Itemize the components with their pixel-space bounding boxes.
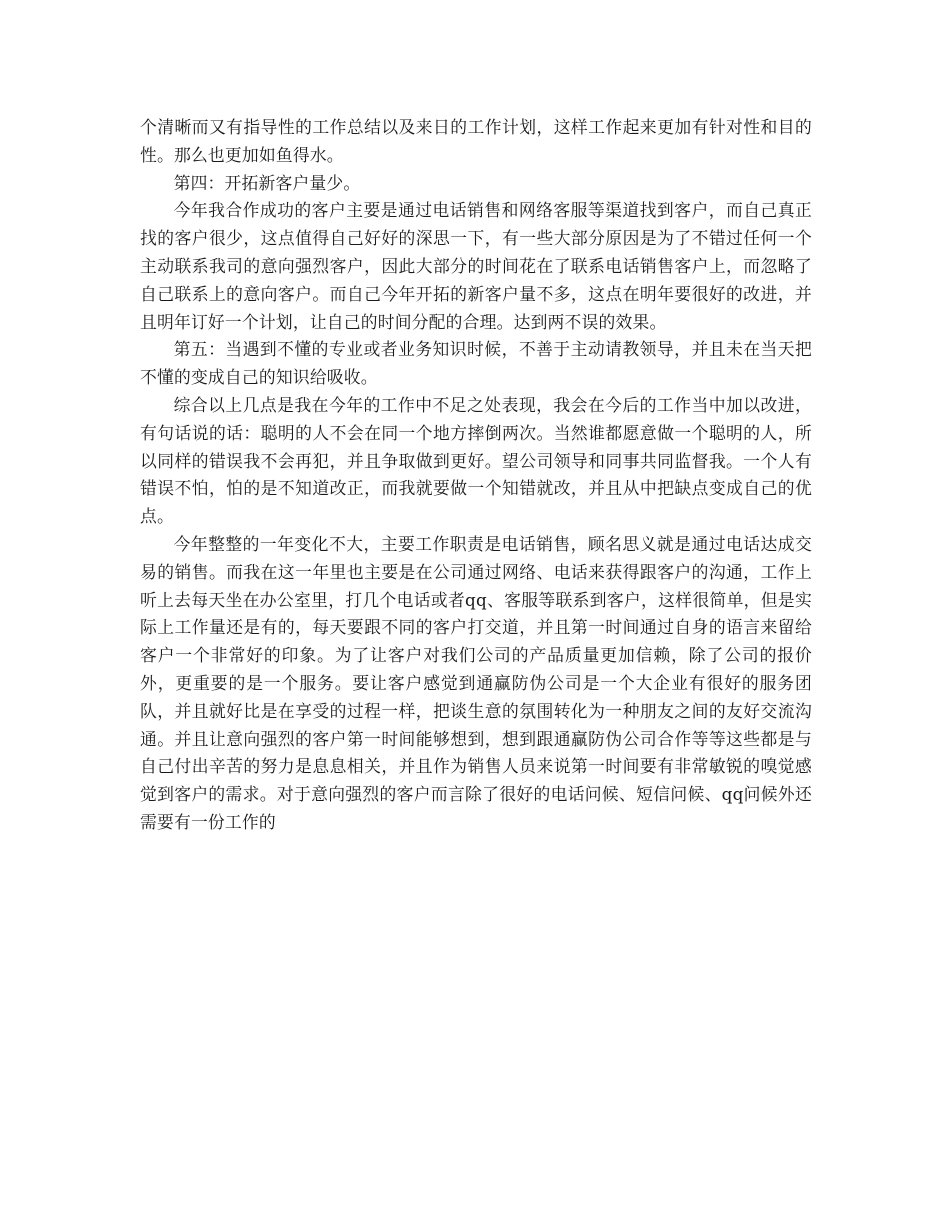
- paragraph-6: 今年整整的一年变化不大，主要工作职责是电话销售，顾名思义就是通过电话达成交易的销售。而我在这一年里也主要是在公司通过网络、电话来获得跟客户的沟通，工作上听上去每天坐在办公室里，打几个电话或者qq、客服等联系到客户，这样很简单，但是实际上工作量还是有的，每天要跟不同的客户打交道，并且第一时间通过自身的语言来留给客户一个非常好的印象。为了让客户对我们公司的产品质量更加信赖，除了公司的报价外，更重要的是一个服务。要让客户感觉到通赢防伪公司是一个大企业有很好的服务团队，并且就好比是在享受的过程一样，把谈生意的氛围转化为一种朋友之间的友好交流沟通。并且让意向强烈的客户第一时间能够想到，想到跟通赢防伪公司合作等等这些都是与自己付出辛苦的努力是息息相关，并且作为销售人员来说第一时间要有非常敏锐的嗅觉感觉到客户的需求。对于意向强烈的客户而言除了很好的电话问候、短信问候、qq问候外还需要有一份工作的: [140, 533, 812, 832]
- paragraph-1: 个清晰而又有指导性的工作总结以及来日的工作计划，这样工作起来更加有针对性和目的性。那么也更加如鱼得水。: [140, 117, 812, 165]
- paragraph-3: 今年我合作成功的客户主要是通过电话销售和网络客服等渠道找到客户，而自己真正找的客户很少，这点值得自己好好的深思一下，有一些大部分原因是为了不错过任何一个主动联系我司的意向强烈客户，因此大部分的时间花在了联系电话销售客户上，而忽略了自己联系上的意向客户。而自己今年开拓的新客户量不多，这点在明年要很好的改进，并且明年订好一个计划，让自己的时间分配的合理。达到两不误的效果。: [140, 200, 812, 332]
- paragraph-5: 综合以上几点是我在今年的工作中不足之处表现，我会在今后的工作当中加以改进，有句话说的话：聪明的人不会在同一个地方摔倒两次。当然谁都愿意做一个聪明的人，所以同样的错误我不会再犯，并且争取做到更好。望公司领导和同事共同监督我。一个人有错误不怕，怕的是不知道改正，而我就要做一个知错就改，并且从中把缺点变成自己的优点。: [140, 394, 812, 527]
- document-body: [140, 114, 812, 837]
- paragraph-4: 第五：当遇到不懂的专业或者业务知识时候，不善于主动请教领导，并且未在当天把不懂的变成自己的知识给吸收。: [140, 339, 812, 388]
- paragraph-2: 第四：开拓新客户量少。: [173, 172, 361, 193]
